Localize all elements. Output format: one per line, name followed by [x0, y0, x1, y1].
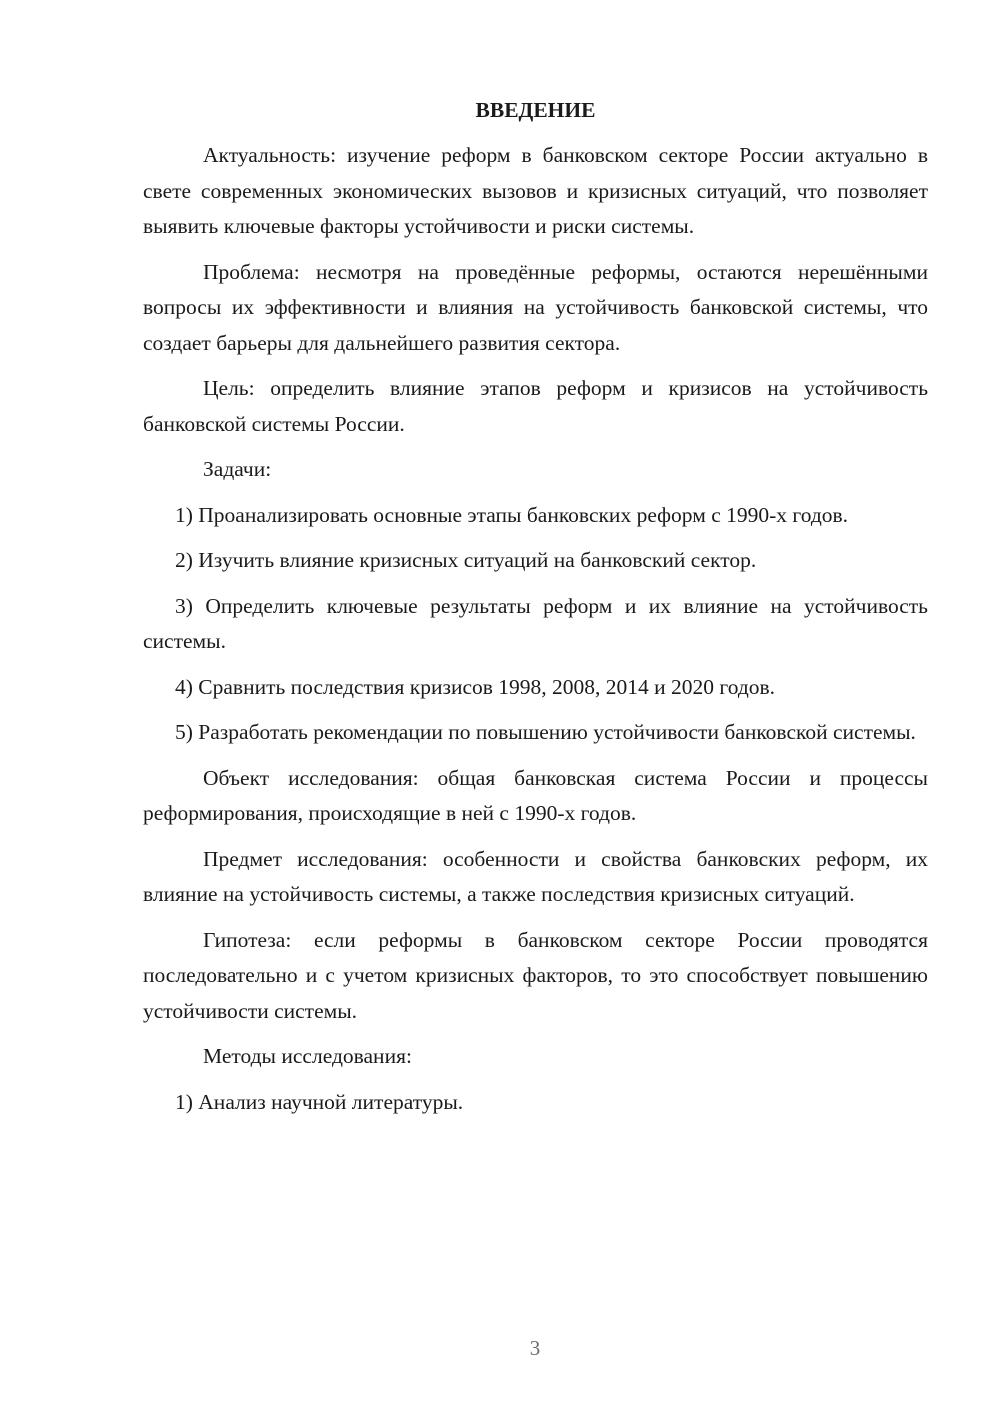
methods-heading: Методы исследования:	[203, 1044, 412, 1068]
page-number: 3	[529, 1336, 541, 1360]
document-page	[143, 92, 928, 1130]
subject-paragraph: Предмет исследования: особенности и свойства банковских реформ, их влияние на устойчивость системы, а также последствия кризисных ситуаций.	[143, 846, 928, 906]
problem-paragraph: Проблема: несмотря на проведённые реформы, остаются нерешёнными вопросы их эффективности и влияния на устойчивость банковской системы, что создает барьеры для дальнейшего развития сектора.	[143, 259, 928, 355]
relevance-paragraph: Актуальность: изучение реформ в банковском секторе России актуально в свете современных экономических вызовов и кризисных ситуаций, что позволяет выявить ключевые факторы устойчивости и риски системы.	[143, 143, 928, 238]
tasks-heading: Задачи:	[203, 457, 272, 481]
task-item: 4) Сравнить последствия кризисов 1998, 2008, 2014 и 2020 годов.	[175, 674, 776, 699]
task-item: 5) Разработать рекомендации по повышению устойчивости банковской системы.	[175, 720, 916, 744]
hypothesis-paragraph: Гипотеза: если реформы в банковском секторе России проводятся последовательно и с учетом кризисных факторов, то это способствует повышению устойчивости системы.	[143, 927, 928, 1023]
page-title: ВВЕДЕНИЕ	[475, 98, 596, 122]
task-item: 2) Изучить влияние кризисных ситуаций на банковский сектор.	[175, 548, 757, 572]
goal-paragraph: Цель: определить влияние этапов реформ и кризисов на устойчивость банковской системы России.	[143, 376, 928, 436]
object-paragraph: Объект исследования: общая банковская система России и процессы реформирования, происходящие в ней с 1990-х годов.	[143, 765, 928, 825]
task-item: 3) Определить ключевые результаты реформ и их влияние на устойчивость системы.	[143, 593, 928, 653]
method-item: 1) Анализ научной литературы.	[175, 1089, 464, 1114]
task-item: 1) Проанализировать основные этапы банковских реформ с 1990-х годов.	[175, 502, 849, 527]
